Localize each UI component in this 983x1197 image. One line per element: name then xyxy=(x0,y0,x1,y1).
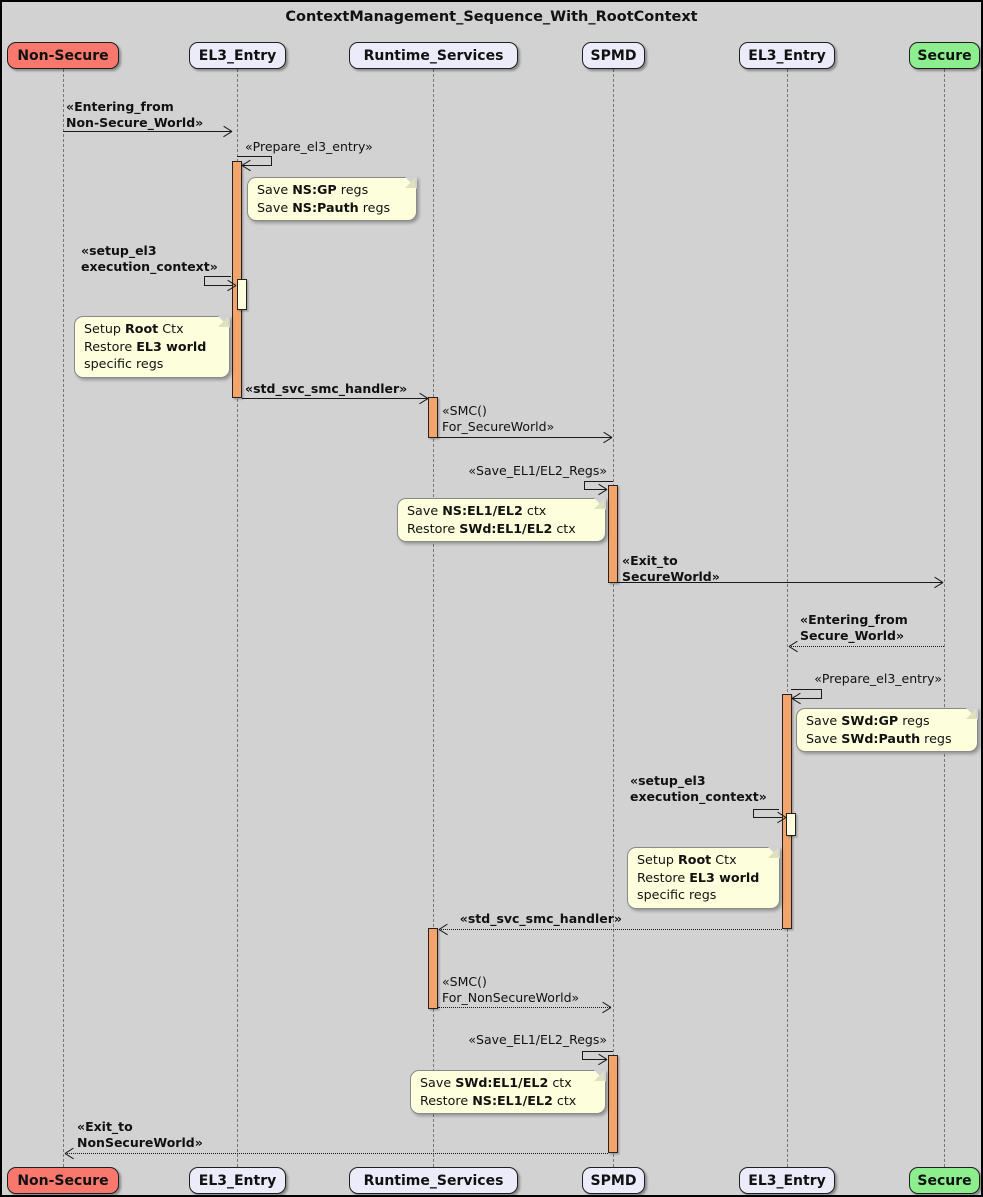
self-message-line xyxy=(582,1051,583,1059)
message-label-setup-el3-execution-context-2: «setup_el3 execution_context» xyxy=(630,773,767,804)
self-message-line xyxy=(753,809,754,817)
arrowhead xyxy=(65,1148,76,1159)
arrowhead xyxy=(596,484,607,495)
lifeline-non-secure xyxy=(63,69,64,1167)
self-message-line xyxy=(204,276,231,277)
self-message-line xyxy=(791,689,822,690)
arrowhead xyxy=(225,280,236,291)
arrowhead xyxy=(242,160,253,171)
participant-secure-bottom: Secure xyxy=(909,1167,980,1194)
note-save-ns-gp-regs: Save NS:GP regs Save NS:Pauth regs xyxy=(247,177,417,221)
arrowhead xyxy=(775,812,786,823)
arrowhead xyxy=(789,641,800,652)
arrowhead xyxy=(417,393,428,404)
note-save-ns-el1-el2-ctx: Save NS:EL1/EL2 ctx Restore SWd:EL1/EL2 ctx xyxy=(397,498,606,542)
arrowhead xyxy=(792,693,803,704)
arrowhead xyxy=(601,432,612,443)
lifeline-el3-entry-2 xyxy=(787,69,788,1167)
note-setup-root-ctx-2: Setup Root Ctx Restore EL3 world specific regs xyxy=(627,847,780,909)
participant-secure-top: Secure xyxy=(909,42,980,69)
message-line-std-svc-smc-handler-1 xyxy=(242,398,428,399)
note-save-swd-el1-el2-ctx: Save SWd:EL1/EL2 ctx Restore NS:EL1/EL2 ctx xyxy=(410,1070,606,1114)
participant-el3-entry-2-top: EL3_Entry xyxy=(739,42,835,69)
diagram-title: ContextManagement_Sequence_With_RootContext xyxy=(285,9,698,25)
message-label-setup-el3-execution-context-1: «setup_el3 execution_context» xyxy=(81,243,218,274)
message-line-entering-from-secure-world xyxy=(789,646,944,647)
self-message-line xyxy=(237,156,272,157)
message-line-smc-for-non-secure-world xyxy=(438,1007,610,1008)
self-message-line xyxy=(271,156,272,165)
arrowhead xyxy=(439,924,450,935)
self-message-line xyxy=(821,689,822,698)
self-message-line xyxy=(582,1051,613,1052)
participant-non-secure-bottom: Non-Secure xyxy=(7,1167,119,1194)
message-label-entering-from-non-secure-world: «Entering_from Non-Secure_World» xyxy=(66,99,204,130)
message-line-entering-from-non-secure-world xyxy=(63,131,232,132)
arrowhead xyxy=(600,1002,611,1013)
participant-el3-entry-2-bottom: EL3_Entry xyxy=(739,1167,835,1194)
message-label-smc-for-secure-world: «SMC() For_SecureWorld» xyxy=(442,403,555,434)
lifeline-spmd xyxy=(613,69,614,1167)
self-message-line xyxy=(584,481,613,482)
message-label-std-svc-smc-handler-2: «std_svc_smc_handler» xyxy=(459,911,622,926)
participant-runtime-services-top: Runtime_Services xyxy=(349,42,518,69)
message-line-smc-for-secure-world xyxy=(438,437,611,438)
participant-el3-entry-1-bottom: EL3_Entry xyxy=(189,1167,286,1194)
participant-runtime-services-bottom: Runtime_Services xyxy=(349,1167,518,1194)
self-message-line xyxy=(204,276,205,285)
activation-el3-entry-2-nested xyxy=(786,813,796,836)
activation-runtime-services-2 xyxy=(428,928,438,1009)
activation-spmd-2 xyxy=(608,1055,618,1153)
message-label-smc-for-non-secure-world: «SMC() For_NonSecureWorld» xyxy=(442,974,580,1005)
message-label-exit-to-secure-world: «Exit_to SecureWorld» xyxy=(622,553,720,584)
note-save-swd-gp-regs: Save SWd:GP regs Save SWd:Pauth regs xyxy=(796,708,978,752)
message-label-exit-to-non-secure-world: «Exit_to NonSecureWorld» xyxy=(77,1119,203,1150)
activation-runtime-services-1 xyxy=(428,397,438,438)
participant-spmd-bottom: SPMD xyxy=(582,1167,645,1194)
note-setup-root-ctx-1: Setup Root Ctx Restore EL3 world specific regs xyxy=(74,316,230,378)
self-message-line xyxy=(753,809,779,810)
participant-el3-entry-1-top: EL3_Entry xyxy=(189,42,286,69)
message-label-entering-from-secure-world: «Entering_from Secure_World» xyxy=(800,612,908,643)
lifeline-secure xyxy=(944,69,945,1167)
message-line-std-svc-smc-handler-2 xyxy=(439,929,782,930)
message-label-save-el1-el2-regs-2: «Save_EL1/EL2_Regs» xyxy=(468,1032,607,1047)
arrowhead xyxy=(596,1054,607,1065)
activation-spmd-1 xyxy=(608,485,618,583)
arrowhead xyxy=(221,126,232,137)
message-line-exit-to-non-secure-world xyxy=(65,1153,608,1154)
message-label-prepare-el3-entry-2: «Prepare_el3_entry» xyxy=(814,671,942,686)
participant-spmd-top: SPMD xyxy=(582,42,645,69)
arrowhead xyxy=(932,577,943,588)
message-label-prepare-el3-entry-1: «Prepare_el3_entry» xyxy=(245,139,373,154)
message-label-std-svc-smc-handler-1: «std_svc_smc_handler» xyxy=(245,381,408,396)
self-message-line xyxy=(584,481,585,489)
activation-el3-entry-1-nested xyxy=(237,279,247,310)
participant-non-secure-top: Non-Secure xyxy=(7,42,119,69)
message-label-save-el1-el2-regs-1: «Save_EL1/EL2_Regs» xyxy=(468,463,607,478)
